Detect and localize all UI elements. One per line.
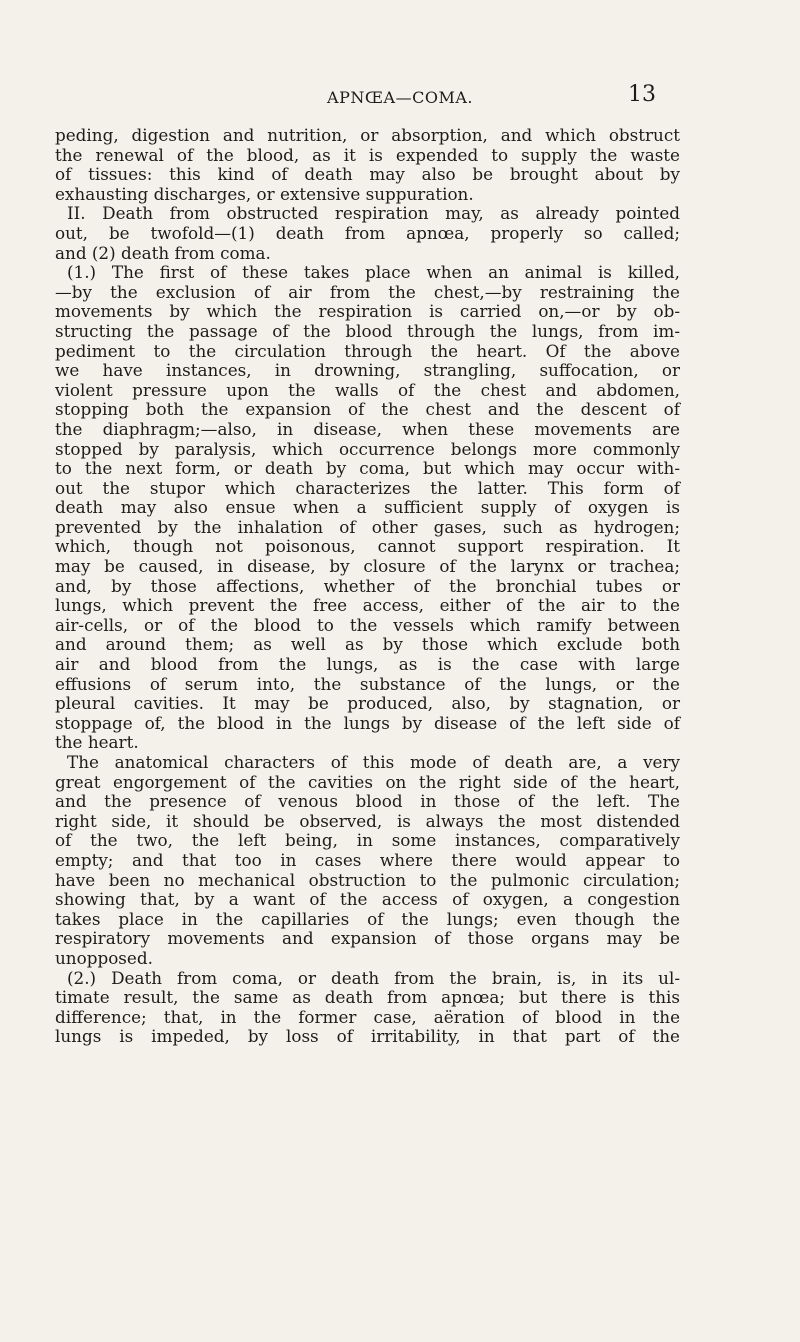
running-title: APNŒA—COMA. [327, 88, 473, 107]
text-line: the diaphragm;—also, in disease, when these movements are [55, 418, 680, 439]
text-line: showing that, by a want of the access of oxygen, a congestion [55, 889, 680, 910]
text-line: stopping both the expansion of the chest and the descent of [55, 399, 680, 420]
text-line: air and blood from the lungs, as is the case with large [55, 654, 680, 675]
text-line: II. Death from obstructed respiration may, as already pointed [67, 203, 680, 224]
text-line: out, be twofold—(1) death from apnœa, properly so called; [55, 222, 680, 243]
text-line: which, though not poisonous, cannot support respiration. It [55, 536, 680, 557]
text-line: structing the passage of the blood through the lungs, from im- [55, 320, 680, 341]
text-line: takes place in the capillaries of the lungs; even though the [55, 908, 680, 929]
text-line: pediment to the circulation through the heart. Of the above [55, 340, 680, 361]
text-line: lungs, which prevent the free access, either of the air to the [55, 595, 680, 616]
text-line: prevented by the inhalation of other gases, such as hydrogen; [55, 516, 680, 537]
text-line: respiratory movements and expansion of those organs may be [55, 928, 680, 949]
text-line: may be caused, in disease, by closure of the larynx or trachea; [55, 556, 680, 577]
text-line: the heart. [55, 732, 139, 753]
text-line: right side, it should be observed, is always the most distended [55, 810, 680, 831]
text-line: we have instances, in drowning, strangling, suffocation, or [55, 360, 680, 381]
text-line: have been no mechanical obstruction to the pulmonic circulation; [55, 869, 680, 890]
text-line: effusions of serum into, the substance of the lungs, or the [55, 673, 680, 694]
text-line: (2.) Death from coma, or death from the brain, is, in its ul- [67, 967, 680, 988]
text-line: to the next form, or death by coma, but which may occur with- [55, 458, 680, 479]
text-line: exhausting discharges, or extensive suppuration. [55, 183, 474, 204]
text-line: (1.) The first of these takes place when an animal is killed, [67, 262, 680, 283]
text-line: empty; and that too in cases where there would appear to [55, 849, 680, 870]
text-line: stoppage of, the blood in the lungs by disease of the left side of [55, 712, 680, 733]
text-line: difference; that, in the former case, aëration of blood in the [55, 1006, 680, 1027]
text-line: of the two, the left being, in some instances, comparatively [55, 830, 680, 851]
text-line: The anatomical characters of this mode of death are, a very [67, 752, 680, 772]
text-line: peding, digestion and nutrition, or absorption, and which obstruct [55, 125, 680, 145]
body-text [55, 126, 680, 1047]
text-line: death may also ensue when a sufficient supply of oxygen is [55, 497, 680, 518]
page-number: 13 [628, 82, 656, 107]
text-line: of tissues: this kind of death may also be brought about by [55, 164, 680, 185]
text-line: great engorgement of the cavities on the right side of the heart, [55, 771, 680, 792]
text-line: pleural cavities. It may be produced, also, by stagnation, or [55, 693, 680, 714]
text-line: air-cells, or of the blood to the vessels which ramify between [55, 614, 680, 635]
text-line: out the stupor which characterizes the latter. This form of [55, 477, 680, 498]
text-line: timate result, the same as death from apnœa; but there is this [55, 987, 680, 1008]
text-line: violent pressure upon the walls of the chest and abdomen, [55, 379, 680, 400]
text-line: unopposed. [55, 947, 153, 968]
text-line: lungs is impeded, by loss of irritability, in that part of the [55, 1026, 680, 1047]
text-line: —by the exclusion of air from the chest,—by restraining the [55, 281, 680, 302]
text-line: the renewal of the blood, as it is expended to supply the waste [55, 144, 680, 165]
text-line: and (2) death from coma. [55, 242, 271, 263]
text-line: and, by those affections, whether of the bronchial tubes or [55, 575, 680, 596]
text-line: and around them; as well as by those which exclude both [55, 634, 680, 655]
text-line: stopped by paralysis, which occurrence belongs more commonly [55, 438, 680, 459]
text-line: movements by which the respiration is carried on,—or by ob- [55, 301, 680, 322]
text-line: and the presence of venous blood in those of the left. The [55, 791, 680, 812]
